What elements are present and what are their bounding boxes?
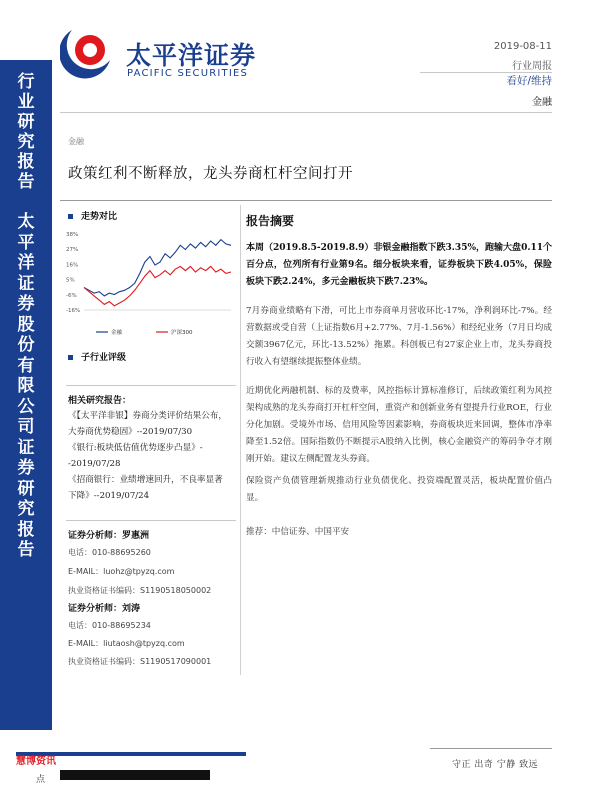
y-tick-label: 5%	[66, 277, 75, 284]
analyst-1-email[interactable]: E-MAIL：luohz@tpyzq.com	[68, 567, 175, 576]
analyst-2-cert: 执业资格证书编码：S1190517090001	[68, 657, 212, 666]
analyst-2-title: 证券分析师：刘涛	[68, 604, 141, 614]
footer-redaction	[60, 770, 210, 780]
company-logo	[60, 20, 120, 80]
rating: 看好/维持	[506, 75, 552, 87]
summary-paragraph-2: 近期优化两融机制、标的及费率，风控指标计算标准修订，后续政策红利为风控架构成熟的龙头券商打开杠杆空间，重资产和创新业务有望提升行业ROE，行业分化加剧。受境外市场、信用风险等因素影响，券商板块近来回调，整体市净率降至1.52倍。国际指数仍不断提示A股纳入比例，核心金融资产的筹码争夺才刚刚开始。建议左侧配置龙头券商。	[246, 386, 552, 464]
logo-cn: 太平洋证券	[126, 41, 257, 70]
footer-left-line2: 点	[36, 775, 46, 785]
y-tick-label: 38%	[66, 232, 79, 238]
summary-heading: 报告摘要	[246, 214, 295, 228]
legend-label: 沪深300	[171, 330, 193, 336]
analyst-1-phone: 电话：010-88695260	[68, 548, 151, 557]
summary-paragraph-1: 7月券商业绩略有下滑，可比上市券商单月营收环比-17%，净利润环比-7%。经营数据或受自营（上证指数6月+2.77%、7月-1.56%）和经纪业务（7月日均成交额3967亿元，环比-13.52%）拖累。科创板已有27家企业上市，龙头券商投行收入有望继续提振整体业绩。	[246, 306, 552, 367]
trend-chart	[66, 226, 236, 344]
series-line-1	[84, 266, 231, 305]
trend-chart-svg	[66, 226, 236, 344]
bullet-square	[68, 214, 73, 219]
report-date: 2019-08-11	[493, 41, 552, 52]
related-reports-heading: 相关研究报告：	[68, 396, 132, 406]
logo-en: PACIFIC SECURITIES	[127, 68, 249, 79]
trend-heading: 走势对比	[68, 209, 117, 222]
footer-left-text: 慧博资讯	[16, 756, 56, 767]
legend-label: 金融	[111, 330, 123, 336]
analyst-1-cert: 执业资格证书编码：S1190518050002	[68, 586, 212, 595]
related-report-item[interactable]: 《招商银行：业绩增速回升，不良率显著下降》--2019/07/24	[68, 475, 223, 501]
column-divider	[240, 205, 241, 675]
side-band-top-text: 行业研究报告	[17, 72, 35, 192]
related-reports-list	[68, 408, 228, 504]
summary-lead: 本周（2019.8.5-2019.8.9）非银金融指数下跌3.35%，跑输大盘0.11个百分点，位列所有行业第9名。细分板块来看，证券板块下跌4.05%，保险板块下跌2.24%，多元金融板块下跌7.23%。	[246, 243, 552, 287]
main-title: 政策红利不断释放，龙头券商杠杆空间打开	[68, 166, 353, 182]
summary-paragraph-3: 保险资产负债管理新规推动行业负债优化、投资端配置灵活，板块配置价值凸显。	[246, 476, 552, 503]
analyst-2-phone: 电话：010-88695234	[68, 621, 151, 630]
footer-rule	[430, 748, 552, 749]
top-rule	[60, 112, 552, 113]
side-band-bottom-text: 太平洋证券股份有限公司证券研究报告	[17, 212, 35, 560]
analyst-2-email[interactable]: E-MAIL：liutaosh@tpyzq.com	[68, 639, 185, 648]
sidebar-rule-1	[66, 385, 236, 386]
sector: 金融	[532, 97, 552, 108]
related-report-item[interactable]: 《银行:板块低估值优势逐步凸显》--2019/07/28	[68, 443, 203, 469]
report-type: 行业周报	[512, 61, 552, 72]
bullet-square	[68, 355, 73, 360]
recommendation: 推荐：中信证券、中国平安	[246, 527, 350, 537]
y-tick-label: -16%	[66, 308, 81, 314]
category: 金融	[68, 137, 84, 146]
y-tick-label: 16%	[66, 262, 79, 269]
logo-mark-icon	[60, 20, 120, 80]
sidebar-rule-2	[66, 520, 236, 521]
related-report-item[interactable]: 《【太平洋非银】券商分类评价结果公布，大券商优势稳固》--2019/07/30	[68, 411, 227, 437]
sub-rating-heading: 子行业评级	[68, 350, 126, 363]
analyst-1-title: 证券分析师：罗惠洲	[68, 531, 150, 541]
footer-motto: 守正 出奇 宁静 致远	[452, 760, 539, 770]
y-tick-label: 27%	[66, 247, 79, 254]
y-tick-label: -6%	[66, 292, 77, 299]
title-rule	[60, 200, 552, 201]
